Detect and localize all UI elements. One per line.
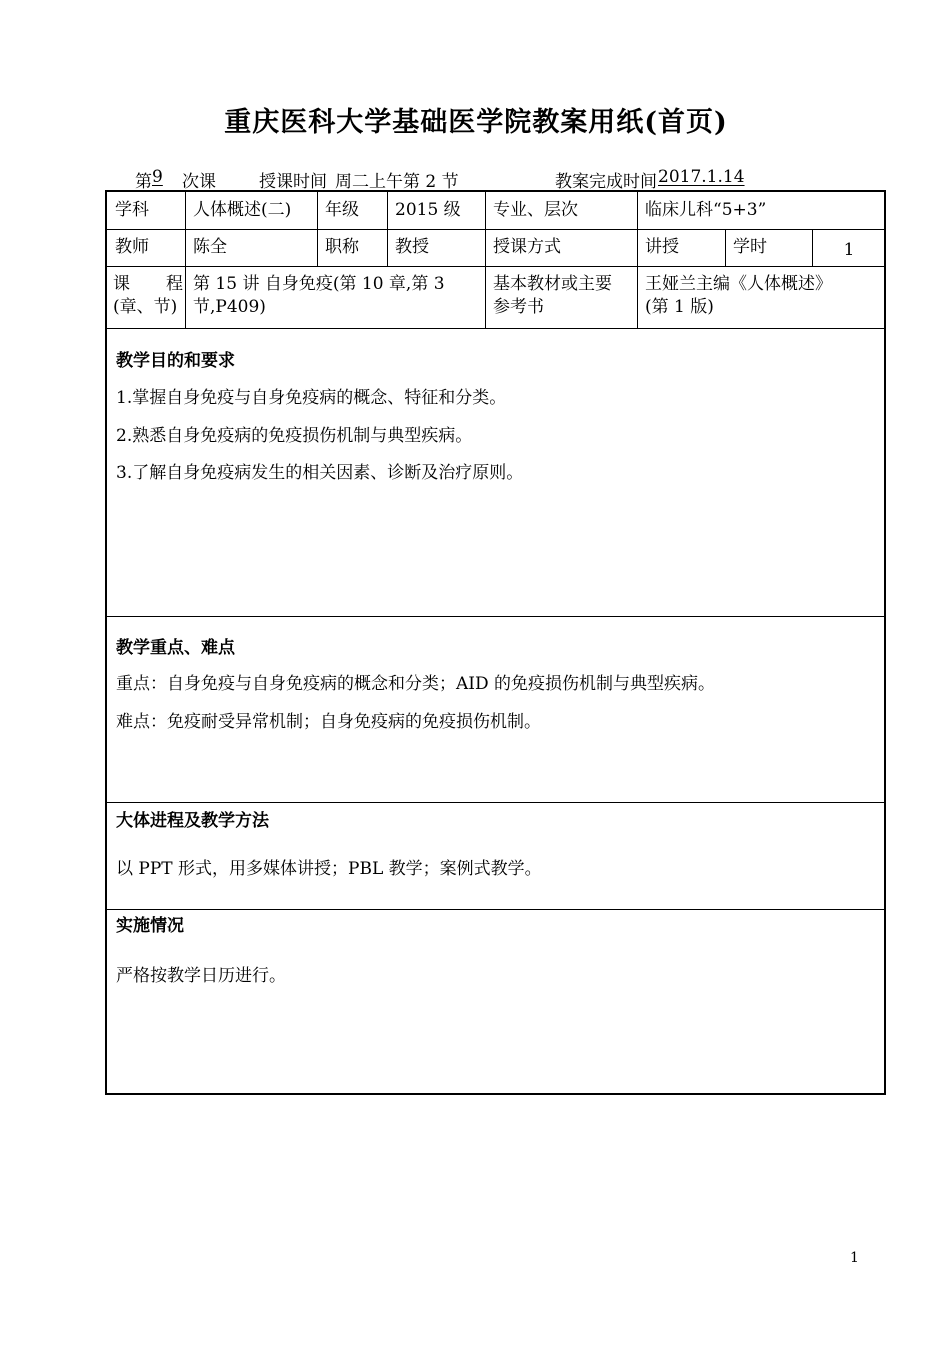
textbook-value-line-2: (第 1 版) [645, 297, 714, 317]
textbook-label [485, 266, 637, 328]
textbook-value [637, 266, 886, 328]
major-label: 专业、层次 [493, 200, 578, 220]
lesson-meta-line [0, 167, 952, 191]
course-value-line-1: 第 15 讲 自身免疫(第 10 章,第 3 [193, 274, 445, 294]
teacher-label: 教师 [115, 237, 149, 257]
section-divider [107, 909, 884, 910]
section-divider [107, 616, 884, 617]
page-number: 1 [850, 1250, 859, 1266]
major-value: 临床儿科“5+3” [645, 200, 767, 220]
subject-label: 学科 [115, 200, 149, 220]
rank-value: 教授 [395, 237, 429, 257]
textbook-value-line-1: 王娅兰主编《人体概述》 [645, 274, 832, 294]
process-item: 以 PPT 形式，用多媒体讲授；PBL 教学；案例式教学。 [116, 859, 542, 879]
focus-item: 重点：自身免疫与自身免疫病的概念和分类；AID 的免疫损伤机制与典型疾病。 [116, 674, 716, 694]
method-value: 讲授 [645, 237, 679, 257]
class-number: 9 [152, 167, 163, 187]
time-value: 周二上午第 2 节 [335, 172, 459, 192]
section-divider [107, 802, 884, 803]
goal-item: 1.掌握自身免疫与自身免疫病的概念、特征和分类。 [116, 388, 507, 408]
course-value-line-2: 节,P409) [193, 297, 266, 317]
method-label: 授课方式 [493, 237, 561, 257]
course-label-line-1: 课 程 [113, 274, 183, 294]
page-title: 重庆医科大学基础医学院教案用纸(首页) [224, 107, 728, 138]
implementation-item: 严格按教学日历进行。 [116, 966, 286, 986]
textbook-label-line-1: 基本教材或主要 [493, 274, 612, 294]
textbook-label-line-2: 参考书 [493, 297, 544, 317]
class-suffix: 次课 [182, 172, 216, 192]
focus-item: 难点：免疫耐受异常机制；自身免疫病的免疫损伤机制。 [116, 712, 541, 732]
process-title: 大体进程及教学方法 [116, 811, 269, 831]
goal-item: 2.熟悉自身免疫病的免疫损伤机制与典型疾病。 [116, 426, 473, 446]
course-label-line-2: (章、节) [113, 297, 178, 317]
focus-title: 教学重点、难点 [116, 638, 235, 658]
grade-value: 2015 级 [395, 200, 461, 220]
implementation-title: 实施情况 [116, 916, 184, 936]
teacher-value: 陈全 [193, 237, 227, 257]
hours-value: 1 [843, 240, 855, 260]
subject-value: 人体概述(二) [193, 200, 292, 220]
done-value: 2017.1.14 [658, 167, 745, 187]
lesson-plan-table [105, 190, 886, 1095]
done-label: 教案完成时间 [555, 172, 657, 192]
row-divider [107, 328, 884, 329]
rank-label: 职称 [325, 237, 359, 257]
grade-label: 年级 [325, 200, 359, 220]
goal-item: 3.了解自身免疫病发生的相关因素、诊断及治疗原则。 [116, 463, 524, 483]
goals-title: 教学目的和要求 [116, 351, 235, 371]
course-value [185, 266, 485, 328]
time-label: 授课时间 [259, 172, 327, 192]
course-label [107, 266, 185, 328]
class-prefix: 第 [135, 172, 152, 192]
hours-label: 学时 [733, 237, 767, 257]
